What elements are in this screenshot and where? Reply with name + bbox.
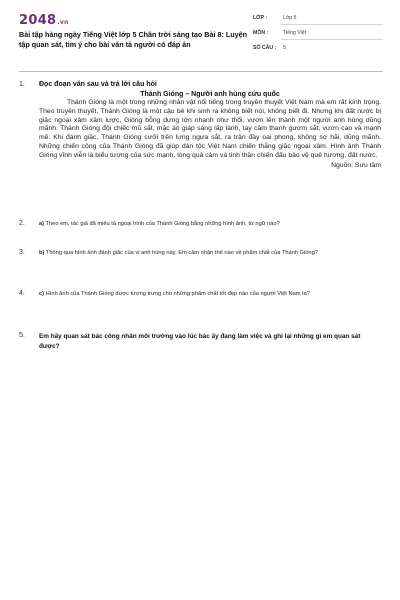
document-header bbox=[0, 0, 400, 66]
question-number: 3. bbox=[19, 249, 25, 256]
subject-label: MÔN : bbox=[253, 30, 269, 36]
question-prefix: b) bbox=[39, 250, 45, 256]
passage-title: Thánh Gióng – Người anh hùng cứu quốc bbox=[140, 91, 280, 98]
subject-value: Tiếng Việt bbox=[283, 30, 307, 36]
question-text bbox=[39, 249, 381, 259]
header-divider bbox=[19, 71, 383, 72]
question-prefix: c) bbox=[39, 291, 45, 297]
meta-count-row bbox=[253, 42, 383, 57]
question-number: 4. bbox=[19, 290, 25, 297]
grade-label: LỚP : bbox=[253, 15, 268, 21]
question-text bbox=[39, 290, 381, 300]
passage-text: Thánh Gióng là một trong những nhân vật nổi tiếng trong truyền thuyết Việt Nam mà em rất kính trọng. Theo truyền thuyết, Thánh Gióng là một cậu bé khi sinh ra không biết nói, không biết đi. Nhưng khi đất nước bị giặc ngoại xâm xâm lược, Gióng bỗng dưng lớn nhanh như thổi, vươn lên thành một người anh hùng dũng mãnh. Thánh Gióng đội chiếc mũ sắt, mặc áo giáp sáng lấp lánh, tay cầm thanh gươm sắt, vươn cao và mạnh mẽ. Khi đánh giặc, Thánh Gióng cưỡi trên lưng ngựa sắt, ra trận đầy oai phong, không sợ hãi, dũng mãnh. Những chiến công của Thánh Gióng đã giúp dân tộc Việt Nam chiến thắng giặc ngoại xâm. Hình ảnh Thánh Gióng vĩnh viễn là biểu tượng của sức mạnh, lòng quả cảm và tinh thần chiến đấu bảo vệ quê hương, đất nước. bbox=[39, 99, 381, 159]
grade-value: Lớp 5 bbox=[283, 15, 297, 21]
question-text bbox=[39, 220, 381, 230]
passage-source: Nguồn: Sưu tầm bbox=[331, 161, 381, 169]
question-prefix: a) bbox=[39, 221, 45, 227]
site-logo[interactable] bbox=[19, 13, 69, 28]
meta-divider bbox=[281, 24, 383, 25]
question-text: Em hãy quan sát bác công nhân môi trường vào lúc bác ấy đang làm việc và ghi lại những gì em quan sát được? bbox=[39, 333, 361, 350]
question-number: 5. bbox=[19, 332, 25, 339]
logo-tld: .vn bbox=[57, 19, 69, 26]
question-body bbox=[39, 81, 381, 169]
question-content: Hình ảnh của Thánh Gióng được tượng trưng cho những phẩm chất tốt đẹp nào của người Việt Nam ta? bbox=[45, 291, 310, 297]
question-content: Thông qua hình ảnh đánh giặc của vị anh hùng này, Em cảm nhận thế nào về phẩm chất của Thánh Gióng? bbox=[45, 250, 318, 256]
count-label: SỐ CÂU : bbox=[253, 45, 277, 51]
meta-grade-row bbox=[253, 12, 383, 27]
meta-divider bbox=[281, 39, 383, 40]
meta-panel bbox=[253, 12, 383, 57]
question-number: 1. bbox=[19, 81, 25, 88]
question-number: 2. bbox=[19, 220, 25, 227]
count-value: 5 bbox=[283, 45, 286, 51]
document-title: Bài tập hàng ngày Tiếng Việt lớp 5 Chân trời sáng tạo Bài 8: Luyện tập quan sát, tìm ý cho bài văn tả người có đáp án bbox=[19, 30, 248, 49]
question-title: Đọc đoạn văn sau và trả lời câu hỏi bbox=[39, 81, 157, 88]
logo-number: 2048 bbox=[19, 13, 57, 28]
question-content: Theo em, tác giả đã miêu tả ngoại hình của Thánh Gióng bằng những hình ảnh, từ ngữ nào? bbox=[45, 221, 280, 227]
meta-subject-row bbox=[253, 27, 383, 42]
